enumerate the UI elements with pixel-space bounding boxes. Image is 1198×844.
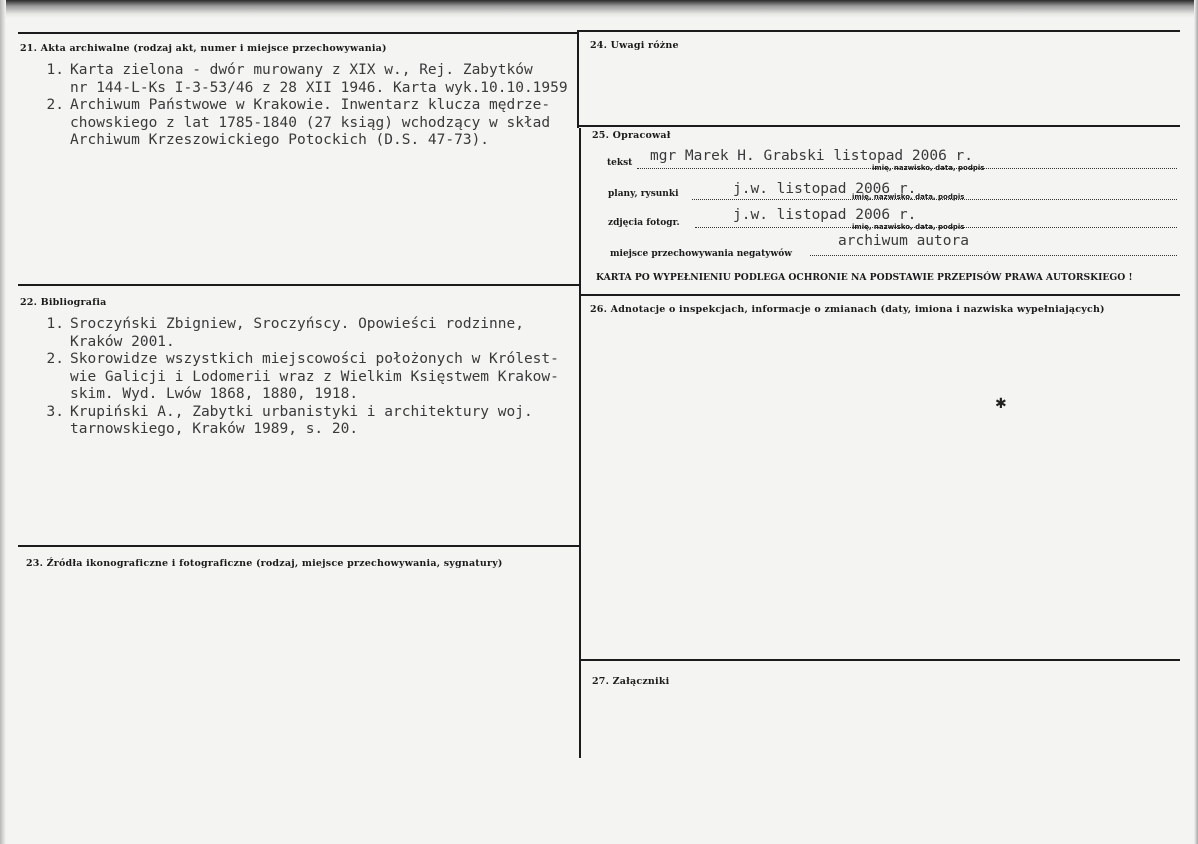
- divider-24-25: [578, 125, 1180, 127]
- plany-value: j.w. listopad 2006 r.: [733, 181, 917, 197]
- list-item: [40, 351, 559, 404]
- section-26-title: 26. Adnotacje o inspekcjach, informacje o zmianach (daty, imiona i nazwiska wypełniających): [590, 304, 1105, 315]
- section-23-title: 23. Źródła ikonograficzne i fotograficzne (rodzaj, miejsce przechowywania, sygnatury): [26, 558, 503, 569]
- item-line: chowskiego z lat 1785-1840 (27 ksiąg) wchodzący w skład: [70, 114, 551, 131]
- item-line: Archiwum Krzeszowickiego Potockich (D.S. 47-73).: [70, 132, 490, 148]
- item-line: tarnowskiego, Kraków 1989, s. 20.: [70, 421, 359, 437]
- tekst-caption: imię, nazwisko, data, podpis: [872, 164, 985, 172]
- item-line: Sroczyński Zbigniew, Sroczyńscy. Opowieści rodzinne,: [70, 316, 524, 332]
- zdjecia-caption: imię, nazwisko, data, podpis: [852, 223, 965, 231]
- divider-22-23: [18, 545, 580, 547]
- item-number: 2.: [46, 97, 64, 113]
- plany-caption: imię, nazwisko, data, podpis: [852, 193, 965, 201]
- item-line: Krupiński A., Zabytki urbanistyki i architektury woj.: [70, 403, 533, 420]
- list-item: [40, 404, 559, 439]
- divider-center: [577, 30, 579, 128]
- item-line: Skorowidze wszystkich miejscowości położonych w Królest-: [70, 351, 559, 367]
- divider-21-22: [18, 284, 580, 286]
- plany-label: plany, rysunki: [608, 189, 679, 199]
- zdjecia-value: j.w. listopad 2006 r.: [733, 207, 917, 223]
- item-number: 1.: [46, 316, 64, 332]
- section-22-title: 22. Bibliografia: [20, 297, 107, 308]
- tekst-value: mgr Marek H. Grabski listopad 2006 r.: [650, 148, 974, 164]
- divider-top-left: [18, 32, 578, 34]
- miejsce-label: miejsce przechowywania negatywów: [610, 249, 792, 259]
- item-line: wie Galicji i Lodomerii wraz z Wielkim Księstwem Krakow-: [70, 368, 559, 385]
- section-21-title: 21. Akta archiwalne (rodzaj akt, numer i miejsce przechowywania): [20, 43, 387, 54]
- item-number: 3.: [46, 403, 64, 420]
- miejsce-dotted-line: [810, 255, 1177, 256]
- section-25-title: 25. Opracował: [592, 130, 671, 141]
- section-24-title: 24. Uwagi różne: [590, 40, 679, 51]
- list-item: [40, 316, 559, 351]
- item-line: skim. Wyd. Lwów 1868, 1880, 1918.: [70, 386, 359, 402]
- tekst-label: tekst: [607, 158, 633, 168]
- miejsce-value: archiwum autora: [838, 233, 969, 249]
- scan-edge-left: [0, 0, 6, 844]
- item-number: 1.: [46, 62, 64, 78]
- scan-edge-right: [1194, 0, 1198, 844]
- divider-center-lower: [579, 128, 581, 758]
- scan-edge-top: [0, 0, 1198, 18]
- copyright-notice: KARTA PO WYPEŁNIENIU PODLEGA OCHRONIE NA PODSTAWIE PRZEPISÓW PRAWA AUTORSKIEGO !: [596, 272, 1133, 283]
- item-line: Kraków 2001.: [70, 333, 175, 350]
- zdjecia-label: zdjęcia fotogr.: [608, 218, 680, 228]
- item-number: 2.: [46, 351, 64, 367]
- divider-top-right: [578, 30, 1180, 32]
- item-line: Karta zielona - dwór murowany z XIX w., Rej. Zabytków: [70, 62, 533, 78]
- divider-26-27: [580, 659, 1180, 661]
- list-item: [40, 62, 568, 97]
- scan-mark: ✱: [995, 396, 1007, 412]
- list-item: [40, 97, 568, 150]
- section-21-content: [40, 62, 568, 150]
- item-line: nr 144-L-Ks I-3-53/46 z 28 XII 1946. Karta wyk.10.10.1959: [70, 79, 568, 96]
- item-line: Archiwum Państwowe w Krakowie. Inwentarz klucza mędrze-: [70, 97, 551, 113]
- divider-25-26: [580, 294, 1180, 296]
- section-27-title: 27. Załączniki: [592, 676, 670, 687]
- section-22-content: [40, 316, 559, 439]
